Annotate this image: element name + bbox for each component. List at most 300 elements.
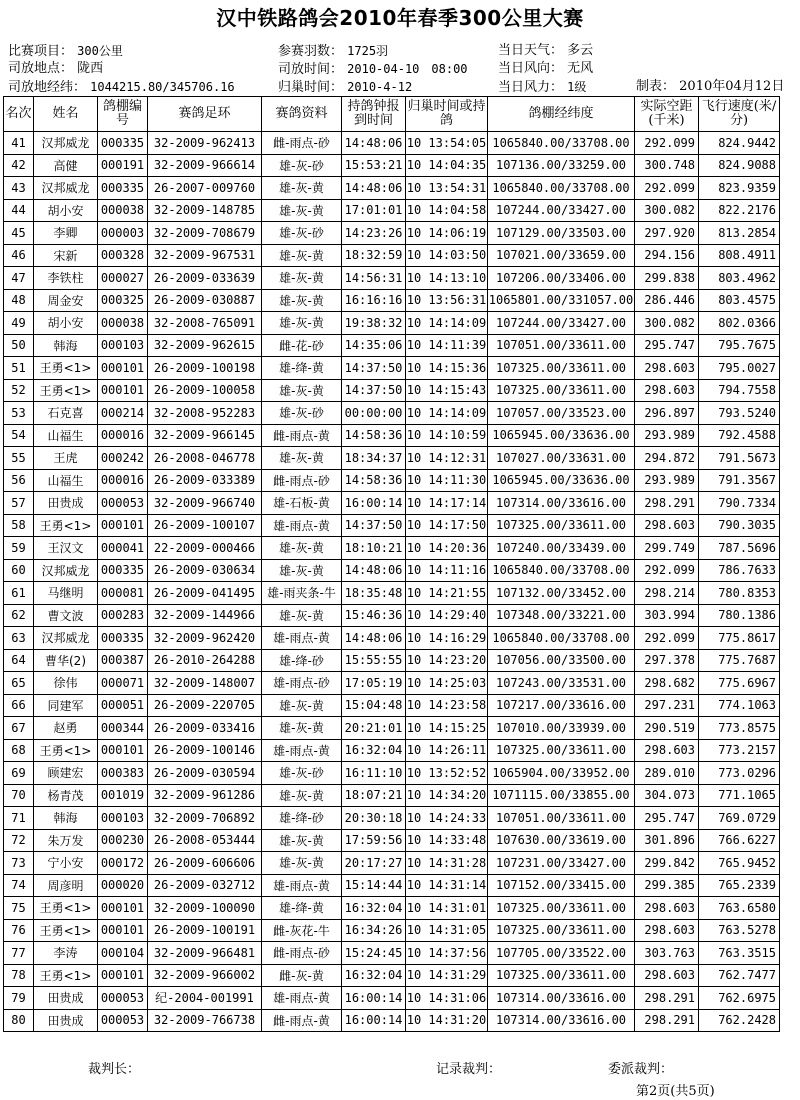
- clock-time-cell: 17:01:01: [342, 199, 406, 222]
- loft-coords-cell: 107244.00/33427.00: [488, 199, 635, 222]
- name-cell: 山福生: [34, 424, 98, 447]
- speed-cell: 762.2428: [699, 1009, 780, 1032]
- clock-time-cell: 20:30:18: [342, 807, 406, 830]
- table-row: [4, 132, 780, 155]
- loft-coords-cell: 107325.00/33611.00: [488, 514, 635, 537]
- distance-cell: 299.842: [635, 852, 699, 875]
- loft-coords-cell: 1065945.00/33636.00: [488, 424, 635, 447]
- loft-id-cell: 001019: [98, 784, 148, 807]
- distance-cell: 298.603: [635, 739, 699, 762]
- rank-cell: 61: [4, 582, 34, 605]
- ring-number-cell: 26-2009-033639: [148, 267, 262, 290]
- column-header: 鸽棚编号: [98, 97, 148, 132]
- bird-info-cell: 雄-灰-黄: [262, 289, 342, 312]
- speed-cell: 791.3567: [699, 469, 780, 492]
- distance-cell: 293.989: [635, 469, 699, 492]
- speed-cell: 795.0027: [699, 357, 780, 380]
- loft-coords-cell: 107325.00/33611.00: [488, 357, 635, 380]
- info-value: 1044215.80/345706.16: [90, 80, 235, 94]
- loft-id-cell: 000335: [98, 132, 148, 155]
- ring-number-cell: 32-2009-706892: [148, 807, 262, 830]
- ring-number-cell: 32-2009-962615: [148, 334, 262, 357]
- table-row: [4, 199, 780, 222]
- loft-id-cell: 000335: [98, 559, 148, 582]
- ring-number-cell: 26-2009-030634: [148, 559, 262, 582]
- clock-time-cell: 14:48:06: [342, 627, 406, 650]
- loft-coords-cell: 1065840.00/33708.00: [488, 132, 635, 155]
- bird-info-cell: 雄-雨点-黄: [262, 987, 342, 1010]
- loft-coords-cell: 107705.00/33522.00: [488, 942, 635, 965]
- ring-number-cell: 26-2009-041495: [148, 582, 262, 605]
- ring-number-cell: 26-2009-100058: [148, 379, 262, 402]
- loft-coords-cell: 107314.00/33616.00: [488, 492, 635, 515]
- arrival-time-cell: 10 14:17:50: [406, 514, 488, 537]
- table-row: [4, 357, 780, 380]
- rank-cell: 77: [4, 942, 34, 965]
- arrival-time-cell: 10 14:11:16: [406, 559, 488, 582]
- arrival-time-cell: 10 14:15:43: [406, 379, 488, 402]
- info-wind-force: [498, 78, 586, 97]
- ring-number-cell: 26-2007-009760: [148, 177, 262, 200]
- name-cell: 高健: [34, 154, 98, 177]
- name-cell: 汉邦威龙: [34, 559, 98, 582]
- clock-time-cell: 16:32:04: [342, 739, 406, 762]
- ring-number-cell: 26-2008-046778: [148, 447, 262, 470]
- loft-coords-cell: 107231.00/33427.00: [488, 852, 635, 875]
- rank-cell: 47: [4, 267, 34, 290]
- ring-number-cell: 32-2009-708679: [148, 222, 262, 245]
- table-row: [4, 852, 780, 875]
- speed-cell: 787.5696: [699, 537, 780, 560]
- rank-cell: 58: [4, 514, 34, 537]
- table-row: [4, 604, 780, 627]
- speed-cell: 774.1063: [699, 694, 780, 717]
- bird-info-cell: 雄-雨点-砂: [262, 672, 342, 695]
- speed-cell: 763.6580: [699, 897, 780, 920]
- table-row: [4, 514, 780, 537]
- distance-cell: 292.099: [635, 627, 699, 650]
- arrival-time-cell: 10 14:21:55: [406, 582, 488, 605]
- speed-cell: 766.6227: [699, 829, 780, 852]
- name-cell: 李铁柱: [34, 267, 98, 290]
- arrival-time-cell: 10 14:11:39: [406, 334, 488, 357]
- distance-cell: 292.099: [635, 132, 699, 155]
- page-title: 汉中铁路鸽会2010年春季300公里大赛: [216, 6, 584, 30]
- name-cell: 曹文波: [34, 604, 98, 627]
- column-header: 赛鸽资料: [262, 97, 342, 132]
- name-cell: 韩海: [34, 807, 98, 830]
- info-label: 比赛项目：: [8, 44, 74, 59]
- bird-info-cell: 雄-绛-黄: [262, 897, 342, 920]
- loft-coords-cell: 107325.00/33611.00: [488, 739, 635, 762]
- clock-time-cell: 00:00:00: [342, 402, 406, 425]
- arrival-time-cell: 10 14:23:20: [406, 649, 488, 672]
- loft-coords-cell: 1065840.00/33708.00: [488, 177, 635, 200]
- loft-id-cell: 000214: [98, 402, 148, 425]
- distance-cell: 300.082: [635, 199, 699, 222]
- loft-coords-cell: 107051.00/33611.00: [488, 334, 635, 357]
- name-cell: 王勇<1>: [34, 357, 98, 380]
- speed-cell: 793.5240: [699, 402, 780, 425]
- rank-cell: 45: [4, 222, 34, 245]
- name-cell: 王虎: [34, 447, 98, 470]
- rank-cell: 79: [4, 987, 34, 1010]
- distance-cell: 303.763: [635, 942, 699, 965]
- rank-cell: 69: [4, 762, 34, 785]
- clock-time-cell: 15:04:48: [342, 694, 406, 717]
- loft-coords-cell: 1065801.00/331057.00: [488, 289, 635, 312]
- loft-coords-cell: 107132.00/33452.00: [488, 582, 635, 605]
- name-cell: 徐伟: [34, 672, 98, 695]
- distance-cell: 292.099: [635, 559, 699, 582]
- arrival-time-cell: 10 14:16:29: [406, 627, 488, 650]
- clock-time-cell: 14:37:50: [342, 379, 406, 402]
- arrival-time-cell: 10 14:31:20: [406, 1009, 488, 1032]
- clock-time-cell: 15:46:36: [342, 604, 406, 627]
- loft-coords-cell: 107348.00/33221.00: [488, 604, 635, 627]
- clock-time-cell: 14:37:50: [342, 514, 406, 537]
- ring-number-cell: 32-2009-966481: [148, 942, 262, 965]
- rank-cell: 59: [4, 537, 34, 560]
- name-cell: 王勇<1>: [34, 514, 98, 537]
- rank-cell: 44: [4, 199, 34, 222]
- arrival-time-cell: 10 14:20:36: [406, 537, 488, 560]
- ring-number-cell: 32-2009-148007: [148, 672, 262, 695]
- loft-id-cell: 000041: [98, 537, 148, 560]
- distance-cell: 299.749: [635, 537, 699, 560]
- arrival-time-cell: 10 14:04:35: [406, 154, 488, 177]
- loft-coords-cell: 107051.00/33611.00: [488, 807, 635, 830]
- bird-info-cell: 雄-灰-砂: [262, 154, 342, 177]
- loft-coords-cell: 107152.00/33415.00: [488, 874, 635, 897]
- name-cell: 王勇<1>: [34, 739, 98, 762]
- ring-number-cell: 26-2009-033389: [148, 469, 262, 492]
- loft-coords-cell: 1065904.00/33952.00: [488, 762, 635, 785]
- table-row: [4, 334, 780, 357]
- clock-time-cell: 17:05:19: [342, 672, 406, 695]
- rank-cell: 68: [4, 739, 34, 762]
- clock-time-cell: 18:35:48: [342, 582, 406, 605]
- clock-time-cell: 16:34:26: [342, 919, 406, 942]
- info-release-coords: [8, 78, 235, 97]
- loft-coords-cell: 107027.00/33631.00: [488, 447, 635, 470]
- loft-id-cell: 000020: [98, 874, 148, 897]
- arrival-time-cell: 10 14:10:59: [406, 424, 488, 447]
- loft-coords-cell: 1065840.00/33708.00: [488, 627, 635, 650]
- name-cell: 胡小安: [34, 199, 98, 222]
- bird-info-cell: 雄-石板-黄: [262, 492, 342, 515]
- table-row: [4, 267, 780, 290]
- arrival-time-cell: 10 14:37:56: [406, 942, 488, 965]
- distance-cell: 299.385: [635, 874, 699, 897]
- ring-number-cell: 26-2010-264288: [148, 649, 262, 672]
- name-cell: 王勇<1>: [34, 897, 98, 920]
- results-table: [3, 96, 780, 1032]
- ring-number-cell: 26-2009-100107: [148, 514, 262, 537]
- loft-id-cell: 000191: [98, 154, 148, 177]
- info-label: 当日天气：: [498, 43, 564, 58]
- info-value: 1级: [567, 80, 587, 94]
- speed-cell: 790.7334: [699, 492, 780, 515]
- distance-cell: 298.603: [635, 919, 699, 942]
- loft-coords-cell: 107325.00/33611.00: [488, 919, 635, 942]
- ring-number-cell: 32-2008-952283: [148, 402, 262, 425]
- bird-info-cell: 雄-灰-黄: [262, 267, 342, 290]
- rank-cell: 52: [4, 379, 34, 402]
- column-header: 归巢时间或持鸽: [406, 97, 488, 132]
- bird-info-cell: 雄-灰-砂: [262, 762, 342, 785]
- name-cell: 王汉文: [34, 537, 98, 560]
- table-row: [4, 559, 780, 582]
- rank-cell: 72: [4, 829, 34, 852]
- speed-cell: 773.2157: [699, 739, 780, 762]
- rank-cell: 71: [4, 807, 34, 830]
- bird-info-cell: 雄-灰-黄: [262, 852, 342, 875]
- clock-time-cell: 14:58:36: [342, 469, 406, 492]
- clock-time-cell: 14:58:36: [342, 424, 406, 447]
- table-row: [4, 1009, 780, 1032]
- name-cell: 李卿: [34, 222, 98, 245]
- bird-info-cell: 雄-绛-砂: [262, 807, 342, 830]
- bird-info-cell: 雌-雨点-黄: [262, 1009, 342, 1032]
- speed-cell: 822.2176: [699, 199, 780, 222]
- ring-number-cell: 26-2009-606606: [148, 852, 262, 875]
- column-header: 赛鸽足环: [148, 97, 262, 132]
- info-value: 陇西: [77, 61, 104, 76]
- table-row: [4, 312, 780, 335]
- loft-id-cell: 000101: [98, 357, 148, 380]
- loft-id-cell: 000071: [98, 672, 148, 695]
- loft-id-cell: 000081: [98, 582, 148, 605]
- name-cell: 田贵成: [34, 1009, 98, 1032]
- table-row: [4, 244, 780, 267]
- rank-cell: 43: [4, 177, 34, 200]
- speed-cell: 803.4575: [699, 289, 780, 312]
- arrival-time-cell: 10 14:06:19: [406, 222, 488, 245]
- arrival-time-cell: 10 14:31:28: [406, 852, 488, 875]
- loft-id-cell: 000027: [98, 267, 148, 290]
- rank-cell: 53: [4, 402, 34, 425]
- loft-id-cell: 000101: [98, 897, 148, 920]
- table-row: [4, 739, 780, 762]
- name-cell: 石克喜: [34, 402, 98, 425]
- rank-cell: 55: [4, 447, 34, 470]
- loft-id-cell: 000387: [98, 649, 148, 672]
- table-row: [4, 762, 780, 785]
- loft-id-cell: 000103: [98, 807, 148, 830]
- bird-info-cell: 雄-灰-黄: [262, 694, 342, 717]
- ring-number-cell: 26-2009-030594: [148, 762, 262, 785]
- bird-info-cell: 雌-雨点-黄: [262, 424, 342, 447]
- info-label: 当日风向：: [498, 61, 564, 76]
- loft-id-cell: 000101: [98, 379, 148, 402]
- speed-cell: 763.3515: [699, 942, 780, 965]
- speed-cell: 775.8617: [699, 627, 780, 650]
- table-row: [4, 469, 780, 492]
- loft-id-cell: 000325: [98, 289, 148, 312]
- info-release-time: [278, 60, 468, 79]
- ring-number-cell: 26-2009-220705: [148, 694, 262, 717]
- column-header: 持鸽钟报到时间: [342, 97, 406, 132]
- table-row: [4, 672, 780, 695]
- table-row: [4, 874, 780, 897]
- info-table-date: [636, 78, 784, 96]
- distance-cell: 299.838: [635, 267, 699, 290]
- info-return-date: [278, 78, 412, 97]
- bird-info-cell: 雄-灰-黄: [262, 447, 342, 470]
- name-cell: 汉邦威龙: [34, 132, 98, 155]
- record-judge-label: 记录裁判：: [436, 1062, 502, 1077]
- bird-info-cell: 雄-雨夹条-牛: [262, 582, 342, 605]
- loft-id-cell: 000328: [98, 244, 148, 267]
- clock-time-cell: 16:11:10: [342, 762, 406, 785]
- clock-time-cell: 16:00:14: [342, 492, 406, 515]
- speed-cell: 773.0296: [699, 762, 780, 785]
- table-row: [4, 154, 780, 177]
- speed-cell: 792.4588: [699, 424, 780, 447]
- ring-number-cell: 32-2009-966145: [148, 424, 262, 447]
- loft-id-cell: 000335: [98, 177, 148, 200]
- arrival-time-cell: 10 14:11:30: [406, 469, 488, 492]
- arrival-time-cell: 10 14:24:33: [406, 807, 488, 830]
- info-label: 司放时间：: [278, 62, 344, 77]
- rank-cell: 67: [4, 717, 34, 740]
- bird-info-cell: 雄-灰-砂: [262, 402, 342, 425]
- arrival-time-cell: 10 14:15:36: [406, 357, 488, 380]
- clock-time-cell: 18:34:37: [342, 447, 406, 470]
- ring-number-cell: 32-2009-966740: [148, 492, 262, 515]
- table-row: [4, 897, 780, 920]
- loft-coords-cell: 107217.00/33616.00: [488, 694, 635, 717]
- clock-time-cell: 14:23:26: [342, 222, 406, 245]
- bird-info-cell: 雄-灰-砂: [262, 222, 342, 245]
- loft-coords-cell: 107240.00/33439.00: [488, 537, 635, 560]
- bird-info-cell: 雄-灰-黄: [262, 244, 342, 267]
- loft-id-cell: 000101: [98, 514, 148, 537]
- rank-cell: 41: [4, 132, 34, 155]
- speed-cell: 771.1065: [699, 784, 780, 807]
- speed-cell: 794.7558: [699, 379, 780, 402]
- bird-info-cell: 雌-雨点-砂: [262, 942, 342, 965]
- distance-cell: 298.603: [635, 379, 699, 402]
- bird-info-cell: 雄-灰-黄: [262, 379, 342, 402]
- loft-id-cell: 000104: [98, 942, 148, 965]
- name-cell: 同建军: [34, 694, 98, 717]
- clock-time-cell: 14:48:06: [342, 132, 406, 155]
- bird-info-cell: 雄-灰-黄: [262, 199, 342, 222]
- ring-number-cell: 26-2009-032712: [148, 874, 262, 897]
- loft-coords-cell: 107314.00/33616.00: [488, 987, 635, 1010]
- distance-cell: 300.082: [635, 312, 699, 335]
- rank-cell: 56: [4, 469, 34, 492]
- distance-cell: 292.099: [635, 177, 699, 200]
- distance-cell: 304.073: [635, 784, 699, 807]
- speed-cell: 775.6967: [699, 672, 780, 695]
- loft-coords-cell: 107010.00/33939.00: [488, 717, 635, 740]
- name-cell: 赵勇: [34, 717, 98, 740]
- info-label: 当日风力：: [498, 80, 564, 95]
- arrival-time-cell: 10 14:31:06: [406, 987, 488, 1010]
- arrival-time-cell: 10 14:23:58: [406, 694, 488, 717]
- arrival-time-cell: 10 13:54:31: [406, 177, 488, 200]
- bird-info-cell: 雄-灰-黄: [262, 559, 342, 582]
- table-row: [4, 582, 780, 605]
- rank-cell: 73: [4, 852, 34, 875]
- arrival-time-cell: 10 14:04:58: [406, 199, 488, 222]
- assigned-judge-label: 委派裁判：: [608, 1062, 674, 1077]
- loft-coords-cell: 107325.00/33611.00: [488, 964, 635, 987]
- loft-id-cell: 000230: [98, 829, 148, 852]
- info-label: 归巢时间：: [278, 80, 344, 95]
- table-row: [4, 807, 780, 830]
- table-row: [4, 402, 780, 425]
- arrival-time-cell: 10 14:31:14: [406, 874, 488, 897]
- loft-coords-cell: 107314.00/33616.00: [488, 1009, 635, 1032]
- table-header-row: [4, 97, 780, 132]
- speed-cell: 765.2339: [699, 874, 780, 897]
- distance-cell: 298.603: [635, 357, 699, 380]
- name-cell: 胡小安: [34, 312, 98, 335]
- ring-number-cell: 32-2009-966614: [148, 154, 262, 177]
- loft-id-cell: 000283: [98, 604, 148, 627]
- ring-number-cell: 22-2009-000466: [148, 537, 262, 560]
- loft-id-cell: 000383: [98, 762, 148, 785]
- table-row: [4, 717, 780, 740]
- rank-cell: 78: [4, 964, 34, 987]
- speed-cell: 769.0729: [699, 807, 780, 830]
- bird-info-cell: 雄-绛-黄: [262, 357, 342, 380]
- rank-cell: 46: [4, 244, 34, 267]
- bird-info-cell: 雄-灰-黄: [262, 717, 342, 740]
- ring-number-cell: 32-2009-766738: [148, 1009, 262, 1032]
- bird-info-cell: 雄-灰-黄: [262, 604, 342, 627]
- rank-cell: 64: [4, 649, 34, 672]
- speed-cell: 773.8575: [699, 717, 780, 740]
- clock-time-cell: 17:59:56: [342, 829, 406, 852]
- loft-id-cell: 000335: [98, 627, 148, 650]
- loft-id-cell: 000003: [98, 222, 148, 245]
- clock-time-cell: 15:55:55: [342, 649, 406, 672]
- table-row: [4, 177, 780, 200]
- distance-cell: 297.920: [635, 222, 699, 245]
- ring-number-cell: 26-2008-053444: [148, 829, 262, 852]
- table-row: [4, 694, 780, 717]
- clock-time-cell: 16:00:14: [342, 1009, 406, 1032]
- rank-cell: 75: [4, 897, 34, 920]
- bird-info-cell: 雄-雨点-黄: [262, 874, 342, 897]
- name-cell: 韩海: [34, 334, 98, 357]
- clock-time-cell: 16:16:16: [342, 289, 406, 312]
- bird-info-cell: 雄-雨点-黄: [262, 739, 342, 762]
- table-row: [4, 447, 780, 470]
- clock-time-cell: 15:53:21: [342, 154, 406, 177]
- arrival-time-cell: 10 14:14:09: [406, 402, 488, 425]
- bird-info-cell: 雄-灰-黄: [262, 177, 342, 200]
- table-row: [4, 964, 780, 987]
- info-value: 2010-04-10 08:00: [347, 62, 468, 76]
- distance-cell: 303.994: [635, 604, 699, 627]
- clock-time-cell: 16:32:04: [342, 964, 406, 987]
- ring-number-cell: 26-2009-100146: [148, 739, 262, 762]
- loft-id-cell: 000101: [98, 964, 148, 987]
- distance-cell: 290.519: [635, 717, 699, 740]
- distance-cell: 298.291: [635, 492, 699, 515]
- chief-judge-label: 裁判长：: [88, 1062, 141, 1077]
- rank-cell: 48: [4, 289, 34, 312]
- bird-info-cell: 雄-灰-黄: [262, 537, 342, 560]
- bird-info-cell: 雌-灰花-牛: [262, 919, 342, 942]
- ring-number-cell: 纪-2004-001991: [148, 987, 262, 1010]
